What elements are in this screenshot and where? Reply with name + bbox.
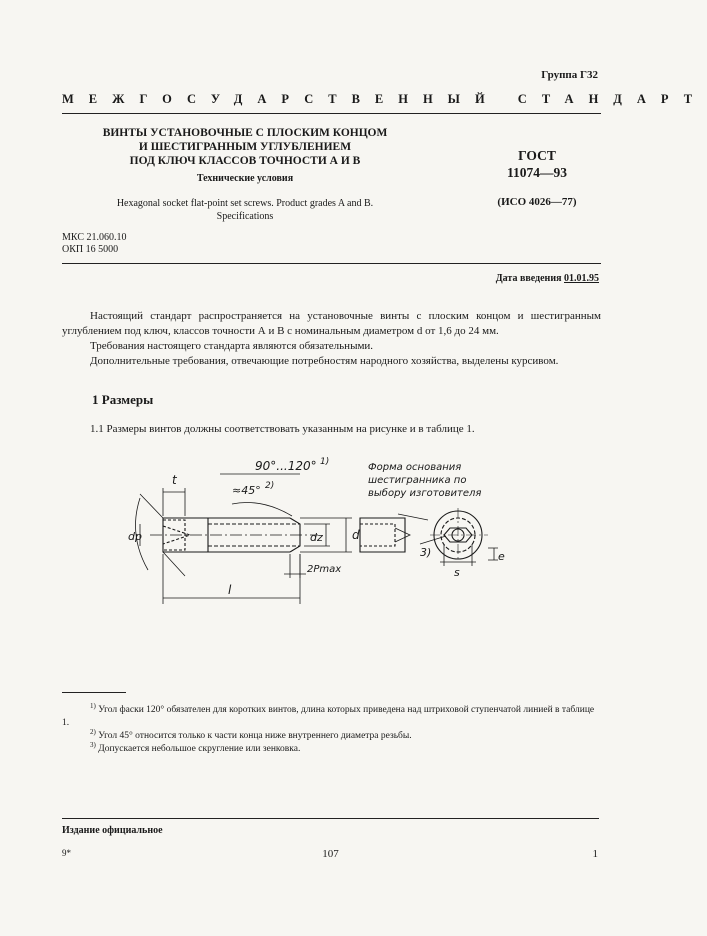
screw-drawing	[0, 448, 661, 608]
footnote-2-mark: 2)	[90, 728, 96, 736]
title-line-3: ПОД КЛЮЧ КЛАССОВ ТОЧНОСТИ А И В	[129, 155, 361, 167]
point-angle-note: 2)	[265, 481, 275, 491]
collection-page-number: 107	[322, 848, 339, 860]
footnote-3-text: Допускается небольшое скругление или зенковка.	[98, 744, 301, 755]
english-title	[80, 197, 410, 223]
footer-rule	[62, 818, 599, 819]
point-diameter-label: dp	[128, 530, 142, 543]
signature-mark: 9*	[62, 848, 71, 858]
footnote-rule	[62, 692, 126, 693]
socket-size-label: s	[454, 566, 460, 579]
group-code: Группа Г32	[541, 69, 598, 81]
document-subtitle: Технические условия	[196, 173, 294, 184]
gost-block	[472, 147, 602, 181]
thread-runout-label: 2Pmax	[307, 564, 342, 575]
length-label: l	[228, 583, 232, 597]
date-value: 01.01.95	[564, 273, 599, 284]
socket-note-line-1: Форма основания	[368, 462, 462, 473]
footnote-1-mark: 1)	[90, 702, 96, 710]
rounding-note-label: 3)	[420, 546, 432, 559]
header-rule	[62, 113, 601, 114]
footnote-3	[62, 739, 602, 756]
paragraph-scope: Настоящий стандарт распространяется на установочные винты с плоским концом и шестигранным углублением под ключ, классов точности А и В с номинальным диаметром d от 1,6 до 24 мм.	[62, 310, 601, 337]
paragraph-additional: Дополнительные требования, отвечающие потребностям народного хозяйства, выделены курсивом.	[90, 355, 559, 367]
okp-code: ОКП 16 5000	[62, 244, 119, 255]
gost-number: 11074—93	[506, 165, 567, 180]
codes-rule	[62, 263, 601, 264]
paragraph-dimensions: 1.1 Размеры винтов должны соответствовать указанным на рисунке и в таблице 1.	[90, 423, 475, 435]
footnote-2-text: Угол 45° относится только к части конца ниже внутреннего диаметра резьбы.	[98, 731, 412, 742]
nominal-diameter-label: d	[352, 528, 360, 542]
socket-depth-label: t	[172, 473, 177, 487]
chamfer-angle-label: 90°...120°	[255, 459, 317, 473]
thread-minor-diameter-label: dz	[310, 531, 323, 544]
socket-across-corners-label: e	[498, 550, 505, 563]
socket-note-line-2: шестигранника по	[368, 475, 467, 486]
page-number: 1	[592, 848, 598, 860]
official-edition: Издание официальное	[62, 825, 163, 836]
mks-code: МКС 21.060.10	[62, 232, 127, 243]
title-line-1: ВИНТЫ УСТАНОВОЧНЫЕ С ПЛОСКИМ КОНЦОМ	[102, 127, 388, 139]
title-line-2: И ШЕСТИГРАННЫМ УГЛУБЛЕНИЕМ	[138, 141, 352, 153]
english-title-line-1: Hexagonal socket flat-point set screws. Product grades A and B.	[116, 198, 374, 209]
date-label: Дата введения	[495, 273, 562, 284]
point-angle-label: ≈45°	[232, 484, 261, 497]
standard-banner: МЕЖГОСУДАРСТВЕННЫЙ СТАНДАРТ	[62, 92, 707, 106]
paragraph-mandatory: Требования настоящего стандарта являются обязательными.	[90, 340, 374, 352]
document-title	[80, 126, 410, 168]
english-title-line-2: Specifications	[216, 211, 274, 222]
socket-note-line-3: выбору изготовителя	[368, 488, 482, 499]
iso-reference: (ИСО 4026—77)	[497, 196, 577, 208]
footnote-3-mark: 3)	[90, 741, 96, 749]
effective-date	[496, 273, 599, 284]
gost-label: ГОСТ	[518, 148, 556, 163]
section-heading: 1 Размеры	[92, 392, 154, 407]
footnote-1-text: Угол фаски 120° обязателен для коротких винтов, длина которых приведена над штриховой ступенчатой линией в таблице 1.	[62, 705, 595, 729]
chamfer-angle-note: 1)	[320, 457, 330, 467]
classification-codes	[62, 232, 126, 256]
